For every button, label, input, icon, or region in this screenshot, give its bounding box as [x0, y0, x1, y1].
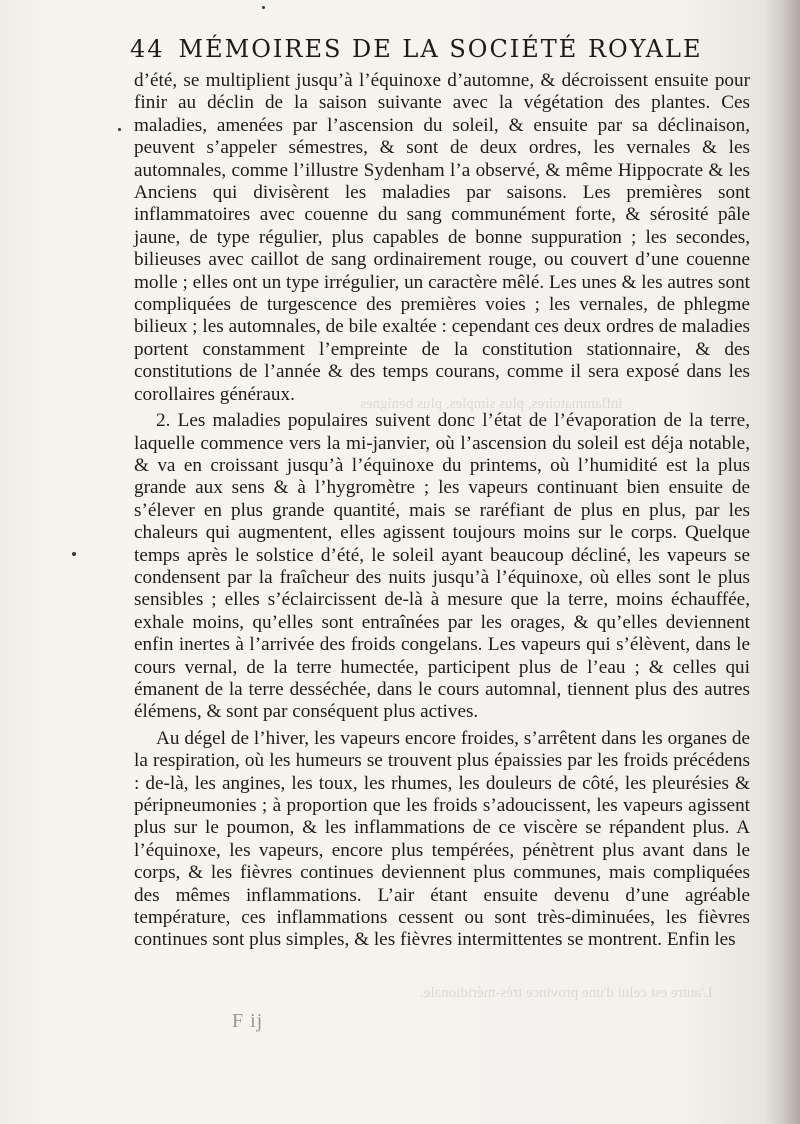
running-title: MÉMOIRES DE LA SOCIÉTÉ ROYALE	[178, 35, 703, 63]
running-header	[130, 34, 780, 64]
page-number: 44	[130, 35, 165, 63]
signature-mark: F ij	[232, 1010, 264, 1032]
body-text	[134, 70, 750, 952]
ink-speck	[72, 552, 76, 556]
ink-speck	[262, 6, 265, 9]
paragraph-2: 2. Les maladies populaires suivent donc l’état de l’évaporation de la terre, laquelle commence vers la mi-janvier, où l’ascension du soleil est déja notable, & va en croissant jusqu’à l’équinoxe du printems, où l’humidité est la plus grande aux sens & à l’hygromètre ; les vapeurs continuant bien ensuite de s’élever en plus grande quantité, mais se raréfiant de plus en plus, par les chaleurs qui augmentent, elles agissent toujours moins sur le corps. Quelque temps après le solstice d’été, le soleil ayant beaucoup décliné, les vapeurs se condensent par la fraîcheur des nuits jusqu’à l’équinoxe, où elles sont le plus sensibles ; elles s’éclaircissent de-là à mesure que la terre, moins échauffée, exhale moins, qu’elles sont entraînées par les orages, & qu’elles deviennent enfin inertes à l’arrivée des froids congelans. Les vapeurs qui s’élèvent, dans le cours vernal, de la terre humectée, participent plus de l’eau ; & celles qui émanent de la terre desséchée, dans le cours automnal, tiennent plus des autres élémens, & sont par conséquent plus actives.	[134, 410, 750, 723]
page-gutter-shadow	[764, 0, 800, 1124]
paragraph-3: Au dégel de l’hiver, les vapeurs encore froides, s’arrêtent dans les organes de la respiration, où les humeurs se trouvent plus épaissies par les froids précédens : de-là, les angines, les toux, les rhumes, les douleurs de côté, les pleurésies & péripneumonies ; à proportion que les froids s’adoucissent, les vapeurs agissent plus sur le poumon, & les inflammations de ce viscère se répandent plus. A l’équinoxe, les vapeurs, encore plus tempérées, pénètrent plus avant dans le corps, & les fièvres continues deviennent plus communes, mais compliquées des mêmes inflammations. L’air étant ensuite devenu d’une agréable température, ces inflammations cessent ou sont très-diminuées, les fièvres continues sont plus simples, & les fièvres intermittentes se montrent. Enfin les	[134, 727, 750, 951]
bleed-through-text: L'autre est celui d'une province très-méridionale.	[420, 985, 713, 1001]
paragraph-1: d’été, se multiplient jusqu’à l’équinoxe d’automne, & décroissent ensuite pour finir au déclin de la saison suivante avec la végétation des plantes. Ces maladies, amenées par l’ascension du soleil, & ensuite par sa déclinaison, peuvent s’appeler sémestres, & sont de deux ordres, les vernales & les automnales, comme l’illustre Sydenham l’a observé, & même Hippocrate & les Anciens qui divisèrent les maladies par saisons. Les premières sont inflammatoires avec couenne du sang communément forte, & sérosité pâle jaune, de type régulier, plus capables de bonne suppuration ; les secondes, bilieuses avec caillot de sang ordinairement rouge, ou couvert d’une couenne molle ; elles ont un type irrégulier, un caractère mêlé. Les unes & les autres sont compliquées de turgescence des premières voies ; les vernales, de phlegme bilieux ; les automnales, de bile exaltée : cependant ces deux ordres de maladies portent constamment l’empreinte de la constitution stationnaire, & des constitutions de l’année & des temps courans, comme il sera exposé dans les corollaires généraux.	[134, 70, 750, 405]
ink-speck	[118, 128, 121, 131]
bleed-through-text: inflammatoires, plus simples, plus benignes	[360, 396, 623, 412]
